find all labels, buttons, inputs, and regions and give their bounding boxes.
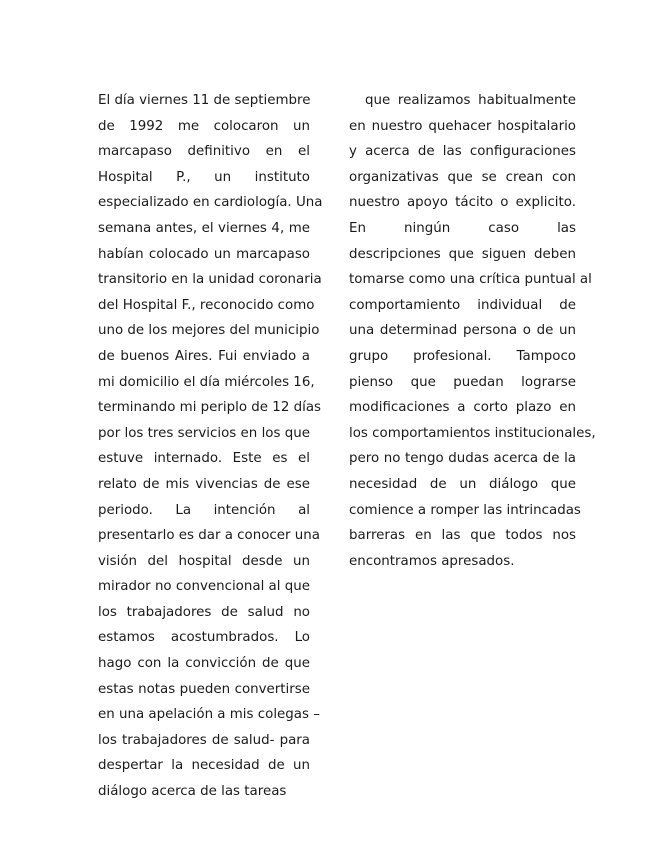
- text-line: por los tres servicios en los que: [98, 425, 310, 441]
- text-line: estamos acostumbrados. Lo: [98, 630, 310, 646]
- text-line: Hospital P., un instituto: [98, 169, 310, 185]
- text-line: organizativas que se crean con: [349, 169, 576, 185]
- text-line: comportamiento individual de: [349, 297, 576, 313]
- text-line: una determinad persona o de un: [349, 323, 576, 339]
- text-line: barreras en las que todos nos: [349, 528, 576, 544]
- text-line: pienso que puedan lograrse: [349, 374, 576, 390]
- text-line: comience a romper las intrincadas: [349, 502, 581, 518]
- text-line: estas notas pueden convertirse: [98, 681, 310, 697]
- text-line: descripciones que siguen deben: [349, 246, 576, 262]
- text-line: modificaciones a corto plazo en: [349, 400, 576, 416]
- text-line: los comportamientos institucionales,: [349, 425, 596, 441]
- text-line: encontramos apresados.: [349, 553, 515, 569]
- text-line: despertar la necesidad de un: [98, 758, 310, 774]
- text-line: terminando mi periplo de 12 días: [98, 400, 321, 416]
- text-line: pero no tengo dudas acerca de la: [349, 451, 576, 467]
- text-line: semana antes, el viernes 4, me: [98, 220, 310, 236]
- text-line: en una apelación a mis colegas –: [98, 707, 320, 723]
- text-line: transitorio en la unidad coronaria: [98, 272, 322, 288]
- text-line: mirador no convencional al que: [98, 579, 310, 595]
- text-line: necesidad de un diálogo que: [349, 476, 576, 492]
- text-line: relato de mis vivencias de ese: [98, 476, 310, 492]
- text-line: habían colocado un marcapaso: [98, 246, 310, 262]
- text-line: uno de los mejores del municipio: [98, 323, 320, 339]
- text-line: marcapaso definitivo en el: [98, 144, 310, 160]
- text-line: los trabajadores de salud no: [98, 604, 310, 620]
- text-line: del Hospital F., reconocido como: [98, 297, 315, 313]
- text-line: de 1992 me colocaron un: [98, 118, 310, 134]
- text-line: El día viernes 11 de septiembre: [98, 93, 311, 108]
- text-line: los trabajadores de salud- para: [98, 732, 310, 748]
- text-line: grupo profesional. Tampoco: [349, 348, 576, 364]
- text-line: tomarse como una crítica puntual al: [349, 272, 592, 288]
- text-line: estuve internado. Este es el: [98, 451, 310, 467]
- text-line: especializado en cardiología. Una: [98, 195, 323, 211]
- text-line: y acerca de las configuraciones: [349, 144, 576, 160]
- text-line: mi domicilio el día miércoles 16,: [98, 374, 315, 390]
- right-text-column: [349, 88, 596, 574]
- text-line: nuestro apoyo tácito o explicito.: [349, 195, 576, 211]
- text-line: periodo. La intención al: [98, 502, 310, 518]
- text-line: diálogo acerca de las tareas: [98, 784, 287, 800]
- text-line: de buenos Aires. Fui enviado a: [98, 348, 310, 364]
- text-line: presentarlo es dar a conocer una: [98, 528, 320, 544]
- left-text-column: [98, 88, 323, 805]
- text-line: que realizamos habitualmente: [365, 93, 576, 108]
- text-line: visión del hospital desde un: [98, 553, 310, 569]
- text-line: hago con la convicción de que: [98, 656, 310, 672]
- text-line: en nuestro quehacer hospitalario: [349, 118, 576, 134]
- text-line: En ningún caso las: [349, 220, 576, 236]
